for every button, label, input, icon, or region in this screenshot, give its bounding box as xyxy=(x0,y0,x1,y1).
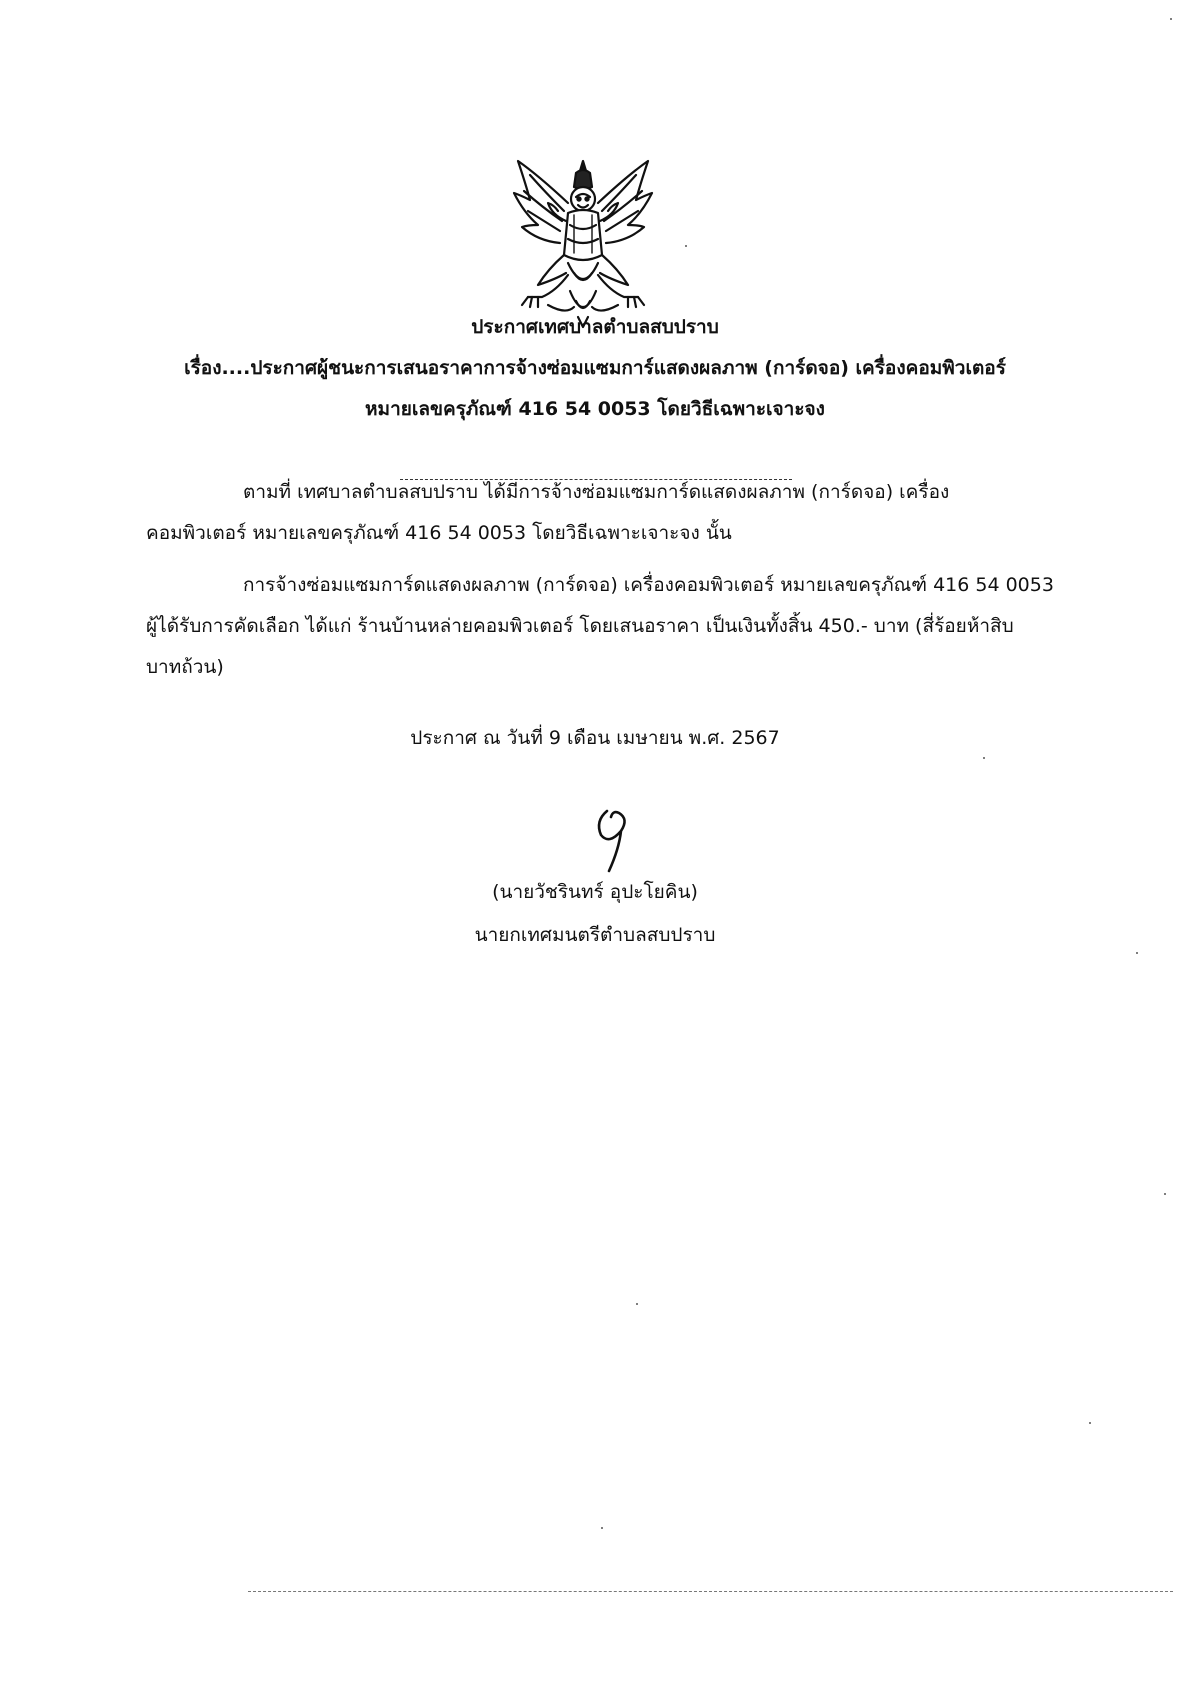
paragraph-2-line-3: บาทถ้วน) xyxy=(146,656,224,678)
paragraph-1-line-1: ตามที่ เทศบาลตำบลสบปราบ ได้มีการจ้างซ่อมแซมการ์ดแสดงผลภาพ (การ์ดจอ) เครื่อง xyxy=(243,481,950,503)
paragraph-1-line-2: คอมพิวเตอร์ หมายเลขครุภัณฑ์ 416 54 0053 โดยวิธีเฉพาะเจาะจง นั้น xyxy=(146,522,732,544)
scan-speck xyxy=(1170,18,1172,20)
scan-speck xyxy=(685,245,687,247)
scan-speck xyxy=(1089,1422,1091,1424)
paragraph-2-line-2: ผู้ได้รับการคัดเลือก ได้แก่ ร้านบ้านหล่ายคอมพิวเตอร์ โดยเสนอราคา เป็นเงินทั้งสิ้น 450.- บาท (สี่ร้อยห้าสิบ xyxy=(146,615,1014,637)
footer-divider xyxy=(248,1591,1173,1592)
scan-speck xyxy=(983,757,985,759)
handwritten-signature-icon xyxy=(585,805,645,875)
scan-speck xyxy=(1136,952,1138,954)
subject-line-2: หมายเลขครุภัณฑ์ 416 54 0053 โดยวิธีเฉพาะเจาะจง xyxy=(365,398,825,420)
subject-line-1: เรื่อง....ประกาศผู้ชนะการเสนอราคาการจ้างซ่อมแซมการ์แสดงผลภาพ (การ์ดจอ) เครื่องคอมพิวเตอร์ xyxy=(184,357,1006,379)
scan-speck xyxy=(1164,1193,1166,1195)
paragraph-2-line-1: การจ้างซ่อมแซมการ์ดแสดงผลภาพ (การ์ดจอ) เครื่องคอมพิวเตอร์ หมายเลขครุภัณฑ์ 416 54 0053 xyxy=(243,574,1054,596)
garuda-emblem-icon xyxy=(508,155,658,332)
signatory-name: (นายวัชรินทร์ อุปะโยคิน) xyxy=(492,881,698,903)
organization-title: ประกาศเทศบาลตำบลสบปราบ xyxy=(471,316,719,338)
header-divider xyxy=(400,479,792,480)
scan-speck xyxy=(636,1303,638,1305)
scan-speck xyxy=(601,1527,603,1529)
signatory-position: นายกเทศมนตรีตำบลสบปราบ xyxy=(474,924,716,946)
announcement-date: ประกาศ ณ วันที่ 9 เดือน เมษายน พ.ศ. 2567 xyxy=(410,727,780,749)
